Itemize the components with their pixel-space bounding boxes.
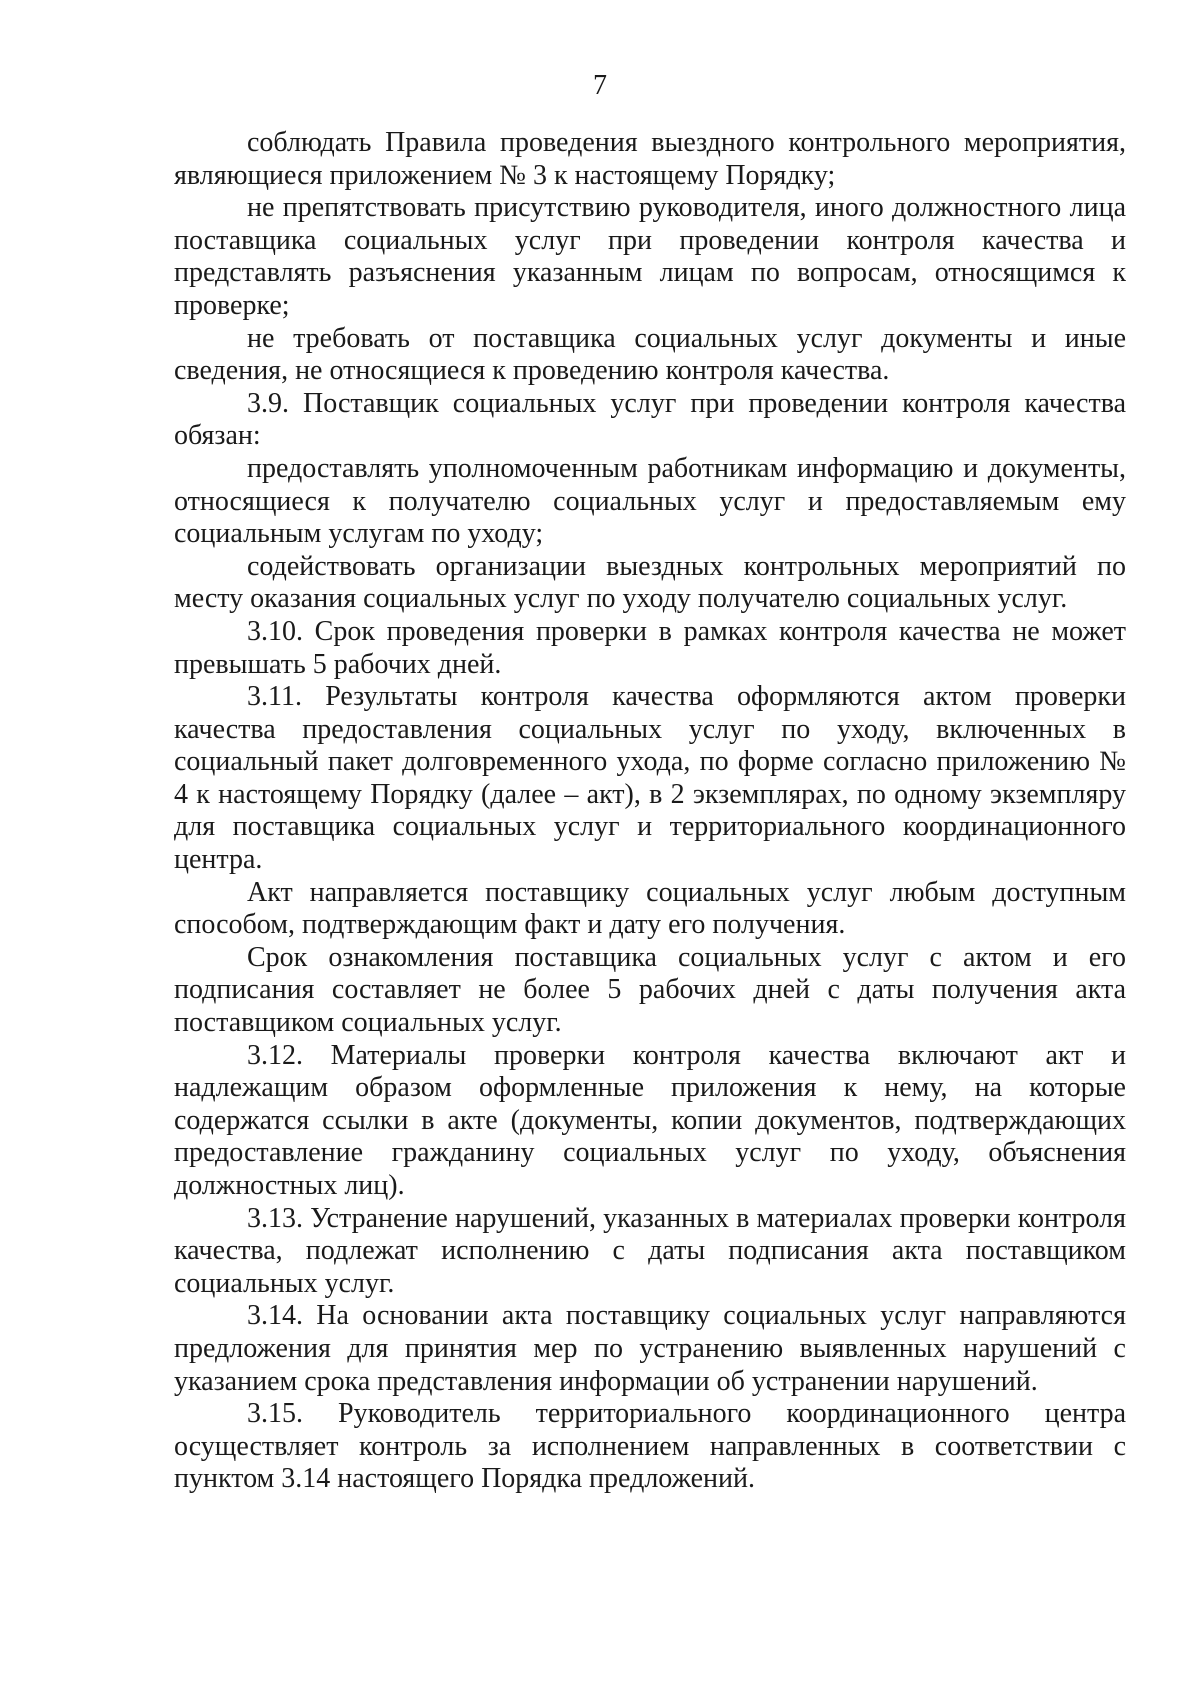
document-body: [174, 127, 1126, 1496]
paragraph: Срок ознакомления поставщика социальных услуг с актом и его подписания составляет не более 5 рабочих дней с даты получения акта поставщиком социальных услуг.: [174, 941, 1126, 1039]
paragraph: соблюдать Правила проведения выездного контрольного мероприятия, являющиеся приложением № 3 к настоящему Порядку;: [174, 127, 1126, 191]
paragraph: Акт направляется поставщику социальных услуг любым доступным способом, подтверждающим факт и дату его получения.: [174, 876, 1126, 941]
paragraph: 3.10. Срок проведения проверки в рамках контроля качества не может превышать 5 рабочих дней.: [174, 615, 1126, 680]
paragraph: 3.9. Поставщик социальных услуг при проведении контроля качества обязан:: [174, 387, 1126, 452]
paragraph: содействовать организации выездных контрольных мероприятий по месту оказания социальных услуг по уходу получателю социальных услуг.: [174, 550, 1126, 615]
paragraph: 3.14. На основании акта поставщику социальных услуг направляются предложения для принятия мер по устранению выявленных нарушений с указанием срока представления информации об устранении нарушений.: [174, 1300, 1126, 1397]
paragraph: 3.13. Устранение нарушений, указанных в материалах проверки контроля качества, подлежат исполнению с даты подписания акта поставщиком социальных услуг.: [174, 1202, 1126, 1299]
paragraph: предоставлять уполномоченным работникам информацию и документы, относящиеся к получателю социальных услуг и предоставляемым ему социальным услугам по уходу;: [174, 452, 1126, 550]
page-number: 7: [593, 70, 607, 101]
paragraph: 3.15. Руководитель территориального координационного центра осуществляет контроль за исполнением направленных в соответствии с пунктом 3.14 настоящего Порядка предложений.: [174, 1398, 1126, 1495]
paragraph: 3.12. Материалы проверки контроля качества включают акт и надлежащим образом оформленные приложения к нему, на которые содержатся ссылки в акте (документы, копии документов, подтверждающих предоставление гражданину социальных услуг по уходу, объяснения должностных лиц).: [174, 1039, 1126, 1201]
paragraph: не препятствовать присутствию руководителя, иного должностного лица поставщика социальных услуг при проведении контроля качества и представлять разъяснения указанным лицам по вопросам, относящимся к проверке;: [174, 192, 1126, 321]
paragraph: 3.11. Результаты контроля качества оформляются актом проверки качества предоставления социальных услуг по уходу, включенных в социальный пакет долговременного ухода, по форме согласно приложению № 4 к настоящему Порядку (далее – акт), в 2 экземплярах, по одному экземпляру для поставщика социальных услуг и территориального координационного центра.: [174, 681, 1126, 876]
paragraph: не требовать от поставщика социальных услуг документы и иные сведения, не относящиеся к проведению контроля качества.: [174, 322, 1126, 387]
